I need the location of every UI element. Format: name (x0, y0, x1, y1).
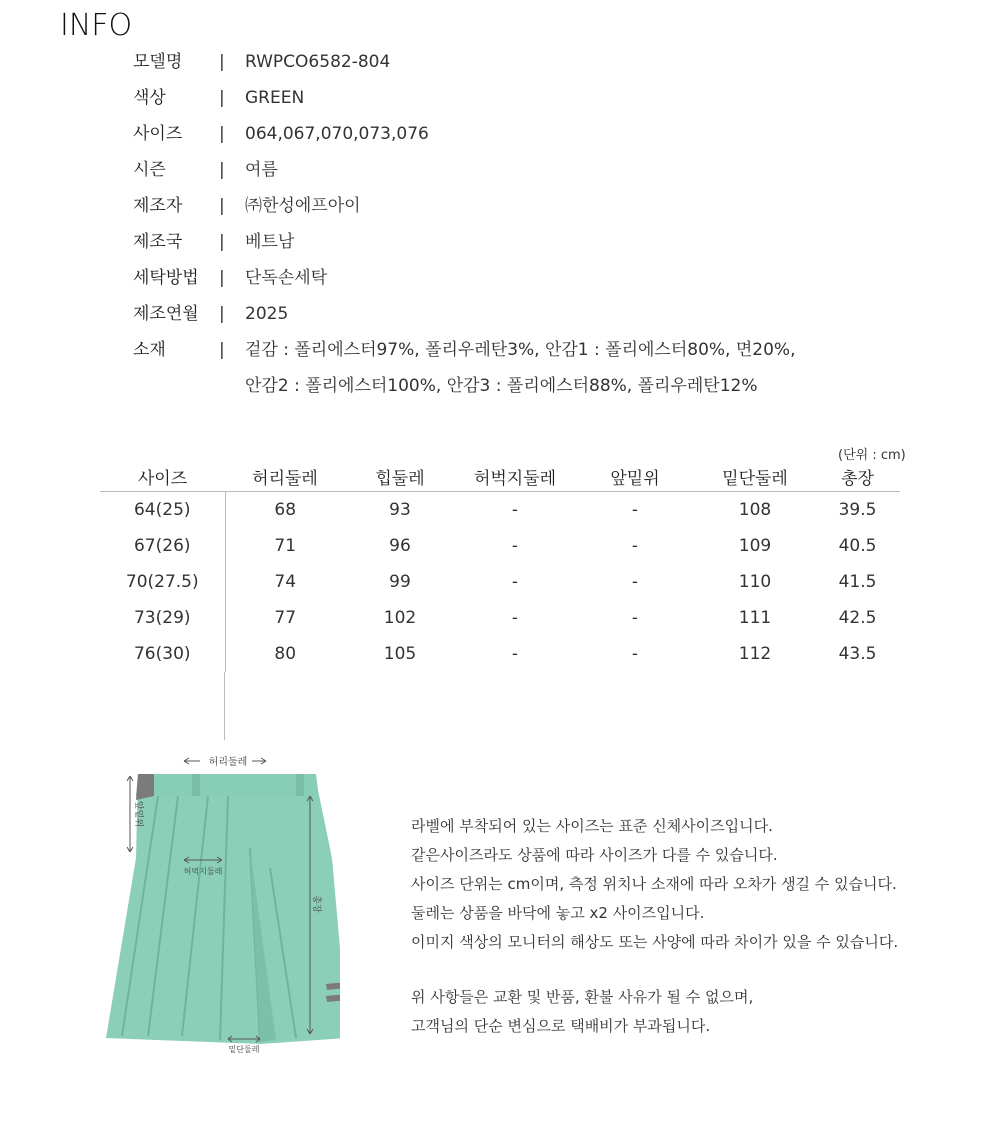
table-row (100, 492, 900, 529)
info-value: GREEN (245, 88, 305, 108)
info-label: 세탁방법 (133, 268, 199, 288)
table-cell: 93 (389, 500, 411, 520)
table-cell: - (511, 644, 519, 664)
info-row-color (133, 80, 933, 116)
table-cell: 70(27.5) (100, 564, 225, 600)
product-info-list (133, 44, 933, 404)
table-cell: 111 (738, 608, 772, 628)
table-row (100, 564, 900, 600)
column-header: 총장 (815, 461, 900, 492)
table-cell: 71 (274, 536, 297, 556)
info-row-manufacturer (133, 188, 933, 224)
note-line: 이미지 색상의 모니터의 해상도 또는 사양에 따라 차이가 있을 수 있습니다. (411, 933, 899, 951)
info-separator: | (219, 52, 225, 72)
belt-loop (296, 774, 304, 796)
size-table (100, 461, 900, 672)
table-row (100, 600, 900, 636)
note-spacer (411, 957, 898, 983)
info-label: 시즌 (133, 160, 166, 180)
info-value: ㈜한성에프아이 (245, 196, 361, 216)
column-header: 허리둘레 (225, 461, 345, 492)
length-label: 총장 (311, 895, 321, 913)
info-separator: | (219, 268, 225, 288)
info-separator: | (219, 124, 225, 144)
table-header-row (100, 461, 900, 492)
hem-label: 밑단둘레 (228, 1045, 260, 1054)
info-separator: | (219, 232, 225, 252)
table-row (100, 528, 900, 564)
note-line: 라벨에 부착되어 있는 사이즈는 표준 신체사이즈입니다. (411, 817, 773, 835)
table-cell: 76(30) (100, 636, 225, 672)
info-separator: | (219, 340, 225, 360)
rise-arrow (127, 776, 133, 852)
column-header: 힙둘레 (345, 461, 455, 492)
info-row-country (133, 224, 933, 260)
info-separator: | (219, 196, 225, 216)
info-label: 제조국 (133, 232, 183, 252)
info-row-material (133, 332, 933, 368)
skirt-measurement-diagram (100, 748, 340, 1068)
info-title: INFO (60, 8, 133, 43)
thigh-label: 허벅지둘레 (183, 867, 223, 876)
table-cell: - (631, 500, 639, 520)
table-cell: 96 (389, 536, 411, 556)
table-cell: 67(26) (100, 528, 225, 564)
table-divider-extension (224, 672, 225, 740)
info-value: 064,067,070,073,076 (245, 124, 429, 144)
info-value: 베트남 (245, 232, 295, 252)
info-label: 제조자 (133, 196, 183, 216)
table-cell: 102 (383, 608, 417, 628)
column-header: 허벅지둘레 (455, 461, 575, 492)
info-label: 모델명 (133, 52, 183, 72)
table-cell: - (511, 608, 519, 628)
unit-label: (단위 : cm) (838, 448, 906, 463)
info-separator: | (219, 160, 225, 180)
info-row-date (133, 296, 933, 332)
info-row-material-cont (133, 368, 933, 404)
info-label: 소재 (133, 340, 166, 360)
table-cell: 68 (274, 500, 297, 520)
table-cell: 43.5 (838, 644, 877, 664)
info-value: 안감2 : 폴리에스터100%, 안감3 : 폴리에스터88%, 폴리우레탄12% (245, 376, 758, 396)
column-header: 사이즈 (100, 461, 225, 492)
table-cell: 74 (274, 572, 297, 592)
table-cell: - (631, 608, 639, 628)
table-row (100, 636, 900, 672)
waist-label: 허리둘레 (208, 757, 248, 768)
info-separator: | (219, 88, 225, 108)
info-label: 색상 (133, 88, 166, 108)
table-cell: 42.5 (838, 608, 877, 628)
note-line: 위 사항들은 교환 및 반품, 환불 사유가 될 수 없으며, (411, 988, 754, 1006)
info-value: RWPCO6582-804 (245, 52, 391, 72)
table-cell: 108 (738, 500, 772, 520)
info-label: 제조연월 (133, 304, 199, 324)
table-cell: - (631, 644, 639, 664)
table-cell: 109 (738, 536, 772, 556)
table-cell: - (631, 536, 639, 556)
note-line: 사이즈 단위는 cm이며, 측정 위치나 소재에 따라 오차가 생길 수 있습니다. (411, 875, 897, 893)
info-separator: | (219, 304, 225, 324)
note-line: 같은사이즈라도 상품에 따라 사이즈가 다를 수 있습니다. (411, 846, 778, 864)
table-cell: 40.5 (838, 536, 877, 556)
skirt-waistband (136, 774, 318, 796)
rise-label: 앞밑위 (133, 800, 143, 828)
table-cell: 39.5 (838, 500, 877, 520)
table-cell: 73(29) (100, 600, 225, 636)
info-value: 겉감 : 폴리에스터97%, 폴리우레탄3%, 안감1 : 폴리에스터80%, 면20%, (245, 340, 796, 360)
table-cell: 110 (738, 572, 772, 592)
table-cell: 41.5 (838, 572, 877, 592)
note-line: 둘레는 상품을 바닥에 놓고 x2 사이즈입니다. (411, 904, 705, 922)
table-cell: - (511, 572, 519, 592)
info-row-model (133, 44, 933, 80)
info-row-season (133, 152, 933, 188)
belt-loop (192, 774, 200, 796)
table-cell: - (511, 500, 519, 520)
note-line: 고객님의 단순 변심으로 택배비가 부과됩니다. (411, 1017, 711, 1035)
table-cell: - (511, 536, 519, 556)
table-cell: 112 (738, 644, 772, 664)
info-row-size (133, 116, 933, 152)
table-cell: 80 (274, 644, 297, 664)
table-cell: 77 (274, 608, 297, 628)
column-header: 밑단둘레 (695, 461, 815, 492)
info-value: 여름 (245, 160, 278, 180)
table-cell: 105 (383, 644, 417, 664)
table-cell: 99 (389, 572, 411, 592)
info-value: 2025 (245, 304, 289, 324)
column-header: 앞밑위 (575, 461, 695, 492)
table-cell: - (631, 572, 639, 592)
table-cell: 64(25) (100, 492, 225, 529)
info-value: 단독손세탁 (245, 268, 328, 288)
skirt-side-tab (136, 774, 154, 800)
info-label: 사이즈 (133, 124, 183, 144)
size-notes (411, 812, 898, 1041)
info-row-washing (133, 260, 933, 296)
